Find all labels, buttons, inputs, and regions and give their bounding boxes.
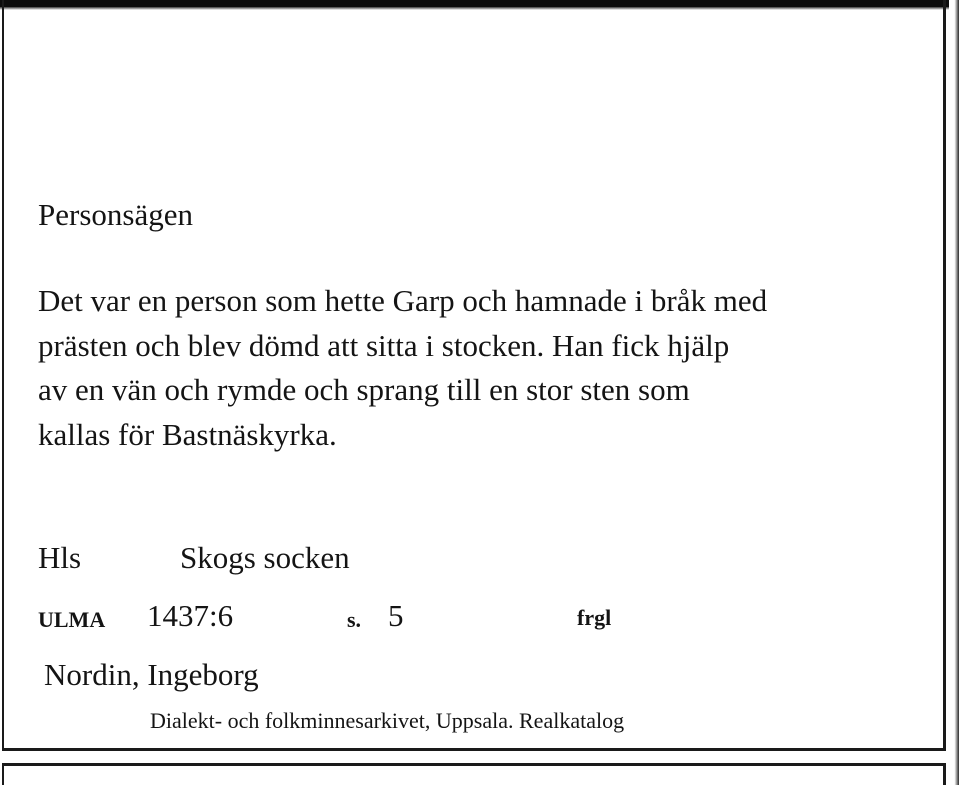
category-label: frgl xyxy=(577,605,612,630)
archive-label: ULMA xyxy=(38,607,106,632)
next-index-card-edge xyxy=(2,763,946,785)
parish-name: Skogs socken xyxy=(180,540,350,575)
page-number: 5 xyxy=(388,598,404,633)
card-body-text xyxy=(38,279,918,457)
body-line: Det var en person som hette Garp och hamnade i bråk med xyxy=(38,283,768,318)
landskap-code: Hls xyxy=(38,540,82,575)
scan-right-shadow xyxy=(949,0,959,785)
card-title: Personsägen xyxy=(38,197,193,232)
body-line: prästen och blev dömd att sitta i stocken. Han fick hjälp xyxy=(38,327,730,363)
archive-number: 1437:6 xyxy=(147,598,234,633)
body-line: kallas för Bastnäskyrka. xyxy=(38,416,337,452)
body-line: av en vän och rymde och sprang till en stor sten som xyxy=(38,372,690,407)
archive-footer: Dialekt- och folkminnesarkivet, Uppsala. Realkatalog xyxy=(150,708,625,733)
collector-name: Nordin, Ingeborg xyxy=(44,657,259,692)
page-label: s. xyxy=(347,607,362,632)
